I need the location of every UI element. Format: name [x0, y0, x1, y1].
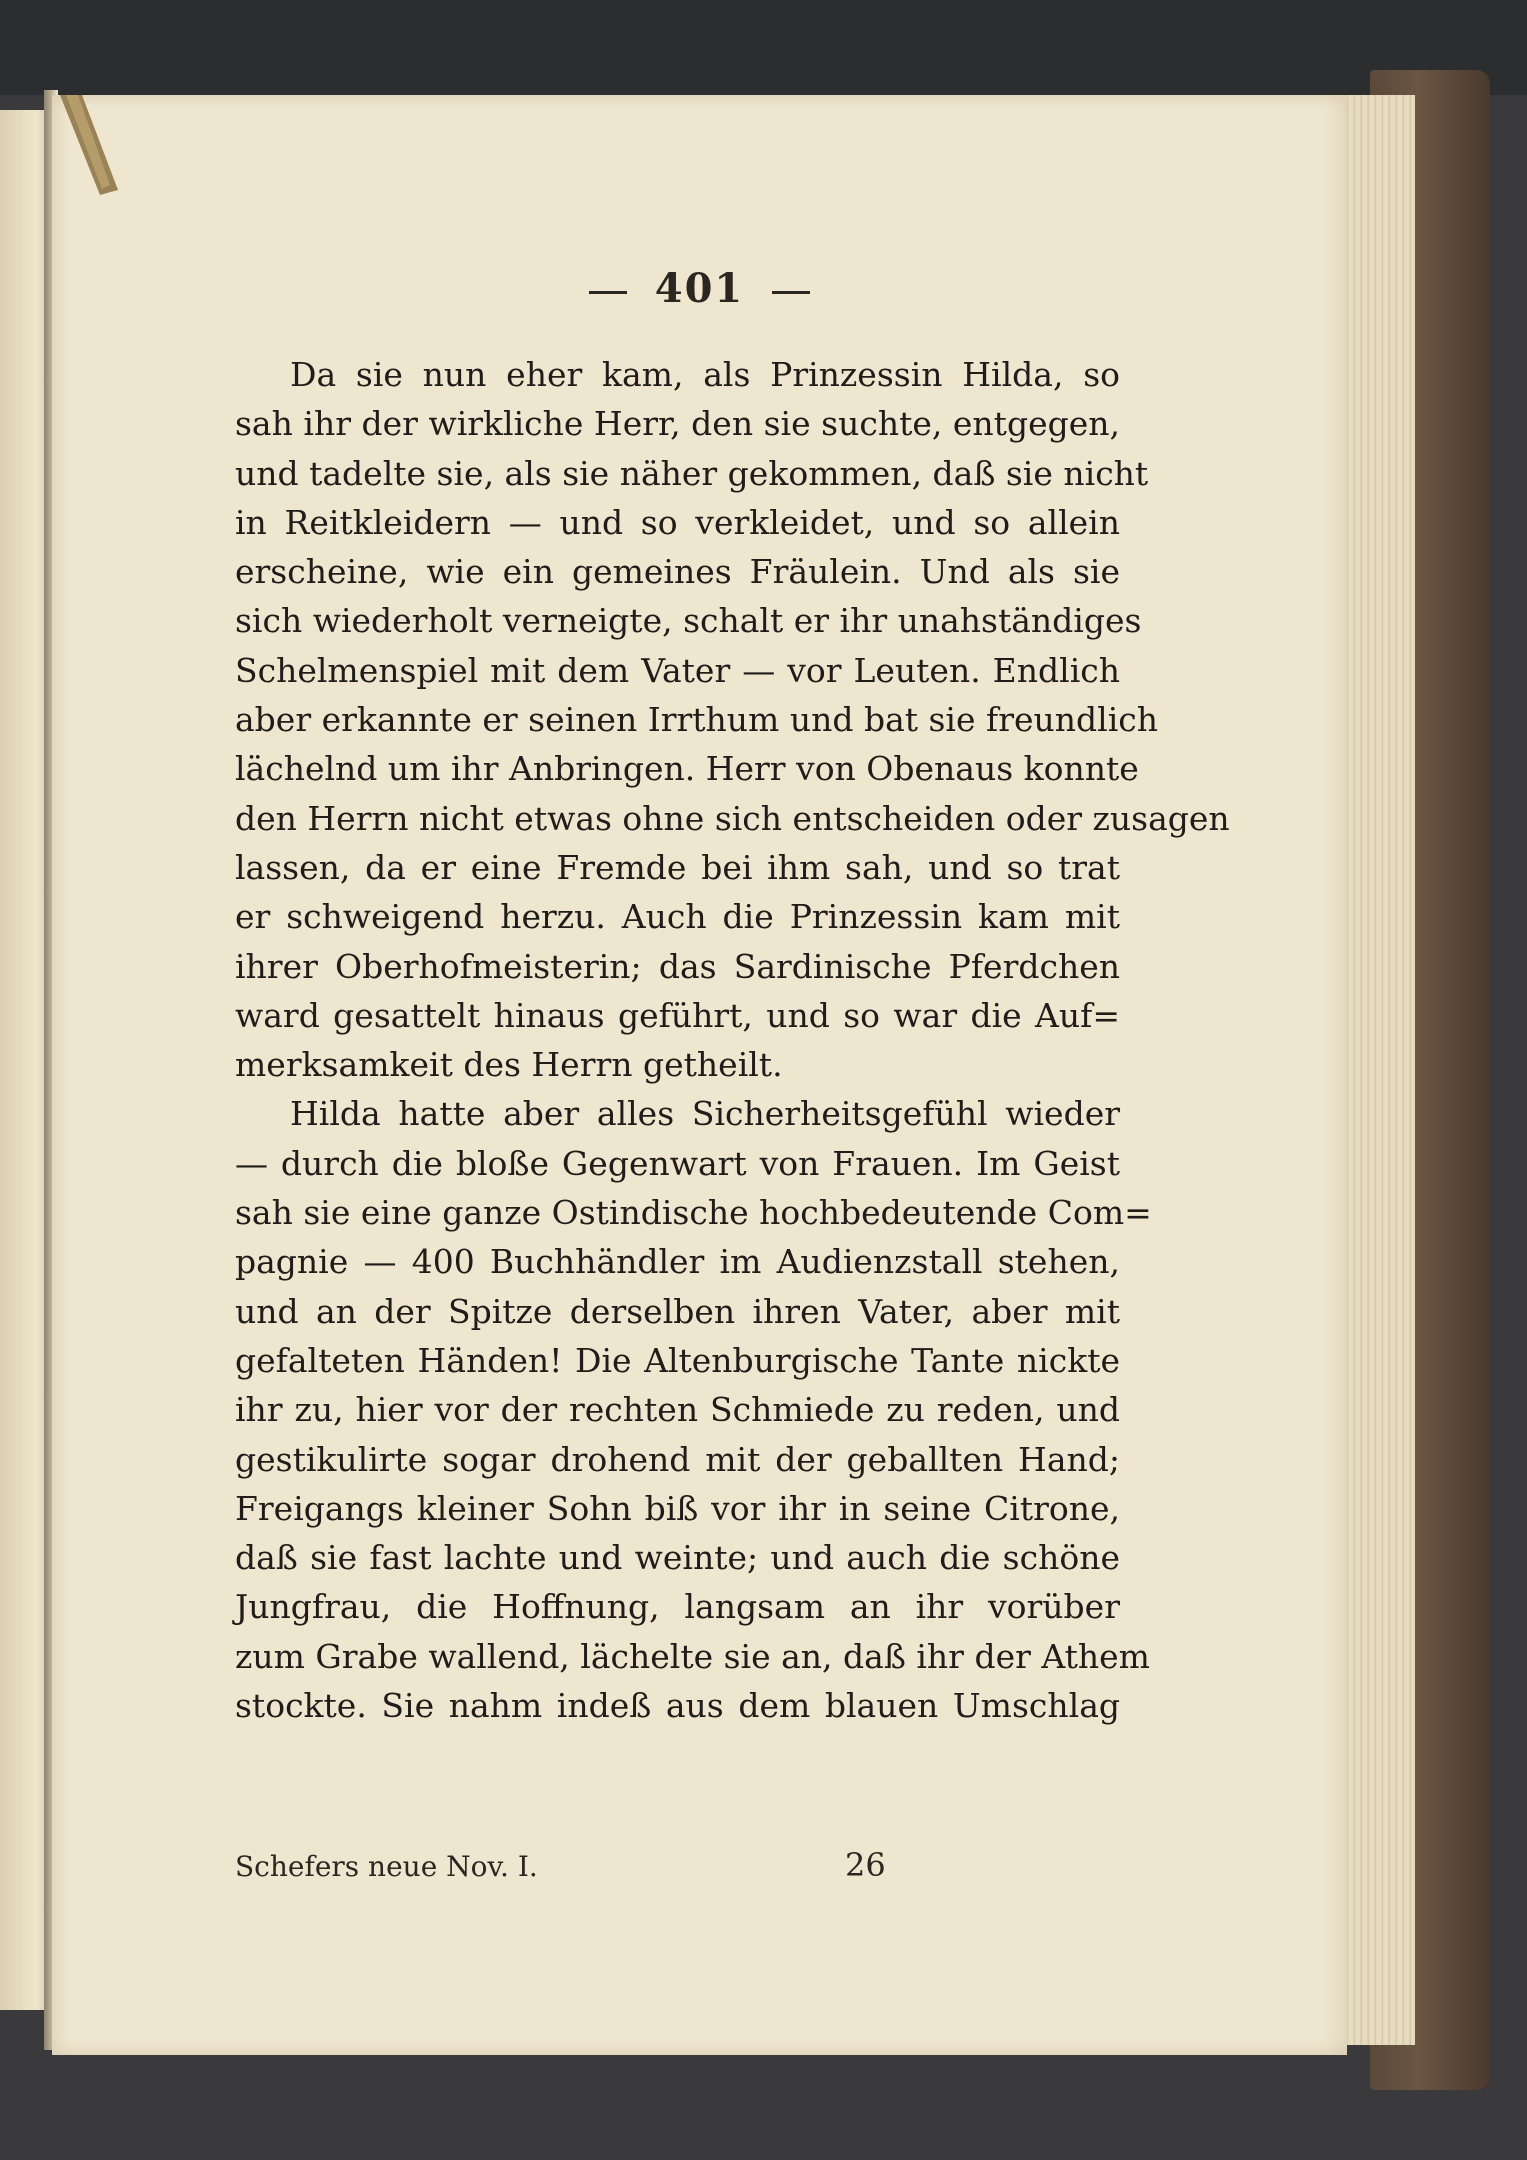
- text-line: lächelnd um ihr Anbringen. Herr von Obenaus konnte: [235, 749, 1139, 789]
- scan-background: [0, 0, 1527, 95]
- text-line: ward gesattelt hinaus geführt, und so war die Auf=: [235, 995, 1120, 1035]
- text-line: gefalteten Händen! Die Altenburgische Tante nickte: [235, 1340, 1120, 1380]
- text-line: sah ihr der wirkliche Herr, den sie suchte, entgegen,: [235, 404, 1120, 444]
- text-line: er schweigend herzu. Auch die Prinzessin kam mit: [235, 897, 1120, 937]
- page-footer: [235, 1846, 1120, 1890]
- body-text: [235, 350, 1230, 1730]
- text-line: Da sie nun eher kam, als Prinzessin Hilda, so: [290, 355, 1120, 394]
- text-line: sich wiederholt verneigte, schalt er ihr unahständiges: [235, 601, 1142, 641]
- text-line: in Reitkleidern — und so verkleidet, und so allein: [235, 502, 1120, 542]
- text-line: sah sie eine ganze Ostindische hochbedeutende Com=: [235, 1193, 1152, 1233]
- sheet-number: 26: [845, 1846, 886, 1884]
- header-dash-right: [772, 291, 810, 294]
- header-dash-left: [589, 291, 627, 294]
- text-line: — durch die bloße Gegenwart von Frauen. Im Geist: [235, 1143, 1120, 1183]
- printer-signature: Schefers neue Nov. I.: [235, 1850, 538, 1883]
- book-page: [52, 95, 1347, 2055]
- page-stack-edge: [1335, 95, 1415, 2045]
- text-line: merksamkeit des Herrn getheilt.: [235, 1045, 783, 1085]
- page-number: 401: [654, 265, 745, 312]
- text-line: und an der Spitze derselben ihren Vater, aber mit: [235, 1291, 1120, 1331]
- text-line: erscheine, wie ein gemeines Fräulein. Und als sie: [235, 552, 1120, 592]
- text-line: daß sie fast lachte und weinte; und auch die schöne: [235, 1538, 1120, 1578]
- text-line: lassen, da er eine Fremde bei ihm sah, und so trat: [235, 847, 1120, 887]
- text-line: pagnie — 400 Buchhändler im Audienzstall stehen,: [235, 1242, 1120, 1282]
- text-line: ihr zu, hier vor der rechten Schmiede zu reden, und: [235, 1390, 1120, 1430]
- text-line: stockte. Sie nahm indeß aus dem blauen Umschlag: [235, 1686, 1120, 1726]
- bookmark-ribbon: [60, 95, 120, 195]
- text-line: Jungfrau, die Hoffnung, langsam an ihr vorüber: [235, 1587, 1120, 1627]
- text-line: gestikulirte sogar drohend mit der geballten Hand;: [235, 1439, 1120, 1479]
- text-line: ihrer Oberhofmeisterin; das Sardinische Pferdchen: [235, 946, 1120, 986]
- text-line: zum Grabe wallend, lächelte sie an, daß ihr der Athem: [235, 1636, 1150, 1676]
- page-header: [52, 265, 1347, 312]
- text-line: den Herrn nicht etwas ohne sich entscheiden oder zusagen: [235, 798, 1230, 838]
- text-line: Hilda hatte aber alles Sicherheitsgefühl wieder: [290, 1094, 1120, 1134]
- text-line: Freigangs kleiner Sohn biß vor ihr in seine Citrone,: [235, 1488, 1120, 1528]
- text-line: Schelmenspiel mit dem Vater — vor Leuten. Endlich: [235, 650, 1120, 690]
- text-line: und tadelte sie, als sie näher gekommen, daß sie nicht: [235, 453, 1149, 493]
- text-line: aber erkannte er seinen Irrthum und bat sie freundlich: [235, 700, 1159, 740]
